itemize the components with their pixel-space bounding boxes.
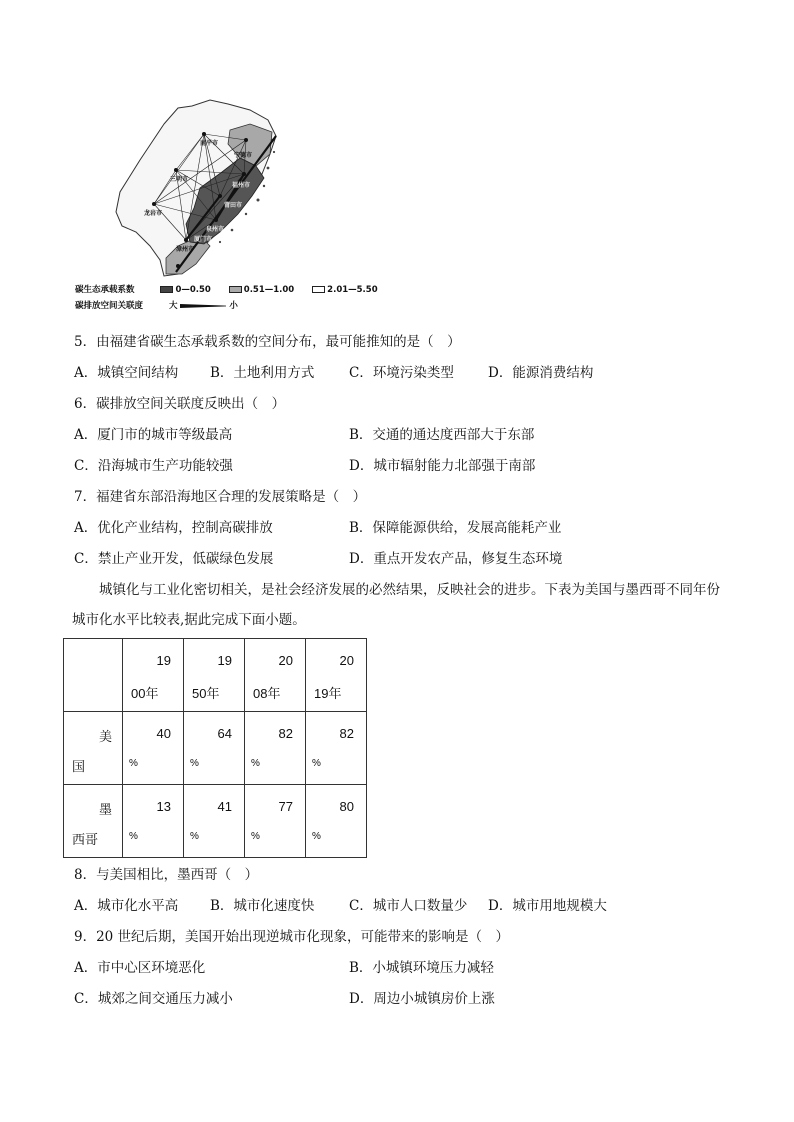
fujian-map [100, 96, 300, 281]
table-cell: 40 % [123, 712, 184, 785]
legend-assoc-small: 小 [229, 301, 238, 311]
q9-option-d[interactable]: D．周边小城镇房价上涨 [349, 991, 495, 1007]
q7-option-a[interactable]: A．优化产业结构，控制高碳排放 [74, 520, 273, 536]
q6-option-c[interactable]: C．沿海城市生产功能较强 [74, 458, 233, 474]
q5-option-c[interactable]: C．环境污染类型 [349, 365, 454, 381]
q8-option-b[interactable]: B．城市化速度快 [210, 898, 315, 914]
table-cell: 80 % [306, 785, 367, 858]
table-row-label: 墨 西哥 [64, 785, 123, 858]
table-cell: 13 % [123, 785, 184, 858]
q9-option-a[interactable]: A．市中心区环境恶化 [74, 960, 206, 976]
city-label-sanming: 三明市 [170, 176, 189, 183]
q5-option-d[interactable]: D．能源消费结构 [488, 365, 594, 381]
q6-stem: 6．碳排放空间关联度反映出（ ） [74, 396, 286, 412]
city-label-longyan: 龙岩市 [144, 210, 163, 217]
table-row-mexico [64, 785, 367, 858]
q8-stem: 8．与美国相比，墨西哥（ ） [74, 867, 259, 883]
table-cell: 82 % [245, 712, 306, 785]
table-cell: 64 % [184, 712, 245, 785]
q5-option-b[interactable]: B．土地利用方式 [210, 365, 315, 381]
q6-option-b[interactable]: B．交通的通达度西部大于东部 [349, 427, 535, 443]
table-header-cell: 20 19年 [306, 639, 367, 712]
table-header-cell: 19 00年 [123, 639, 184, 712]
legend-swatch-medium [229, 286, 242, 293]
q9-option-c[interactable]: C．城郊之间交通压力减小 [74, 991, 233, 1007]
q7-stem: 7．福建省东部沿海地区合理的发展策略是（ ） [74, 489, 367, 505]
legend-assoc-row [75, 299, 238, 311]
legend-coef-row [75, 283, 378, 295]
legend-swatch-light [312, 286, 325, 293]
q9-option-b[interactable]: B．小城镇环境压力减轻 [349, 960, 494, 976]
q6-option-a[interactable]: A．厦门市的城市等级最高 [74, 427, 233, 443]
legend-assoc-big: 大 [168, 301, 178, 311]
urbanization-table [63, 638, 367, 858]
legend-range-3: 2.01—5.50 [327, 285, 378, 295]
legend-coef-label: 碳生态承载系数 [75, 285, 135, 295]
q7-option-c[interactable]: C．禁止产业开发，低碳绿色发展 [74, 551, 274, 567]
q8-option-d[interactable]: D．城市用地规模大 [488, 898, 607, 914]
city-label-putian: 莆田市 [224, 202, 243, 209]
legend-assoc-label: 碳排放空间关联度 [75, 301, 144, 311]
q8-option-c[interactable]: C．城市人口数量少 [349, 898, 468, 914]
q5-option-a[interactable]: A．城镇空间结构 [74, 365, 179, 381]
city-label-zhangzhou: 漳州市 [176, 246, 195, 253]
table-header-row [64, 639, 367, 712]
table-cell: 82 % [306, 712, 367, 785]
q6-option-d[interactable]: D．城市辐射能力北部强于南部 [349, 458, 536, 474]
legend-assoc-wedge-icon [180, 303, 226, 309]
city-label-quanzhou: 泉州市 [206, 226, 225, 233]
q9-stem: 9．20 世纪后期，美国开始出现逆城市化现象，可能带来的影响是（ ） [74, 929, 510, 945]
city-label-fuzhou: 福州市 [232, 182, 251, 189]
table-row-label: 美 国 [64, 712, 123, 785]
table-header-cell: 19 50年 [184, 639, 245, 712]
city-label-nanping: 南平市 [200, 140, 219, 147]
city-label-xiamen: 厦门市 [194, 236, 213, 243]
q5-stem: 5．由福建省碳生态承载系数的空间分布，最可能推知的是（ ） [74, 334, 461, 350]
intro-paragraph: 城镇化与工业化密切相关，是社会经济发展的必然结果，反映社会的进步。下表为美国与墨西哥不同年份城市化水平比较表,据此完成下面小题。 [72, 582, 720, 628]
q7-option-b[interactable]: B．保障能源供给，发展高能耗产业 [349, 520, 562, 536]
table-corner-cell [64, 639, 123, 712]
legend-swatch-dark [160, 286, 173, 293]
legend-range-2: 0.51—1.00 [243, 285, 295, 295]
legend-range-1: 0—0.50 [175, 285, 211, 295]
table-row-usa [64, 712, 367, 785]
fujian-map-figure [100, 96, 300, 281]
table-cell: 41 % [184, 785, 245, 858]
q8-option-a[interactable]: A．城市化水平高 [74, 898, 179, 914]
q7-option-d[interactable]: D．重点开发农产品，修复生态环境 [349, 551, 563, 567]
table-header-cell: 20 08年 [245, 639, 306, 712]
table-cell: 77 % [245, 785, 306, 858]
city-label-ningde: 宁德市 [234, 152, 253, 159]
